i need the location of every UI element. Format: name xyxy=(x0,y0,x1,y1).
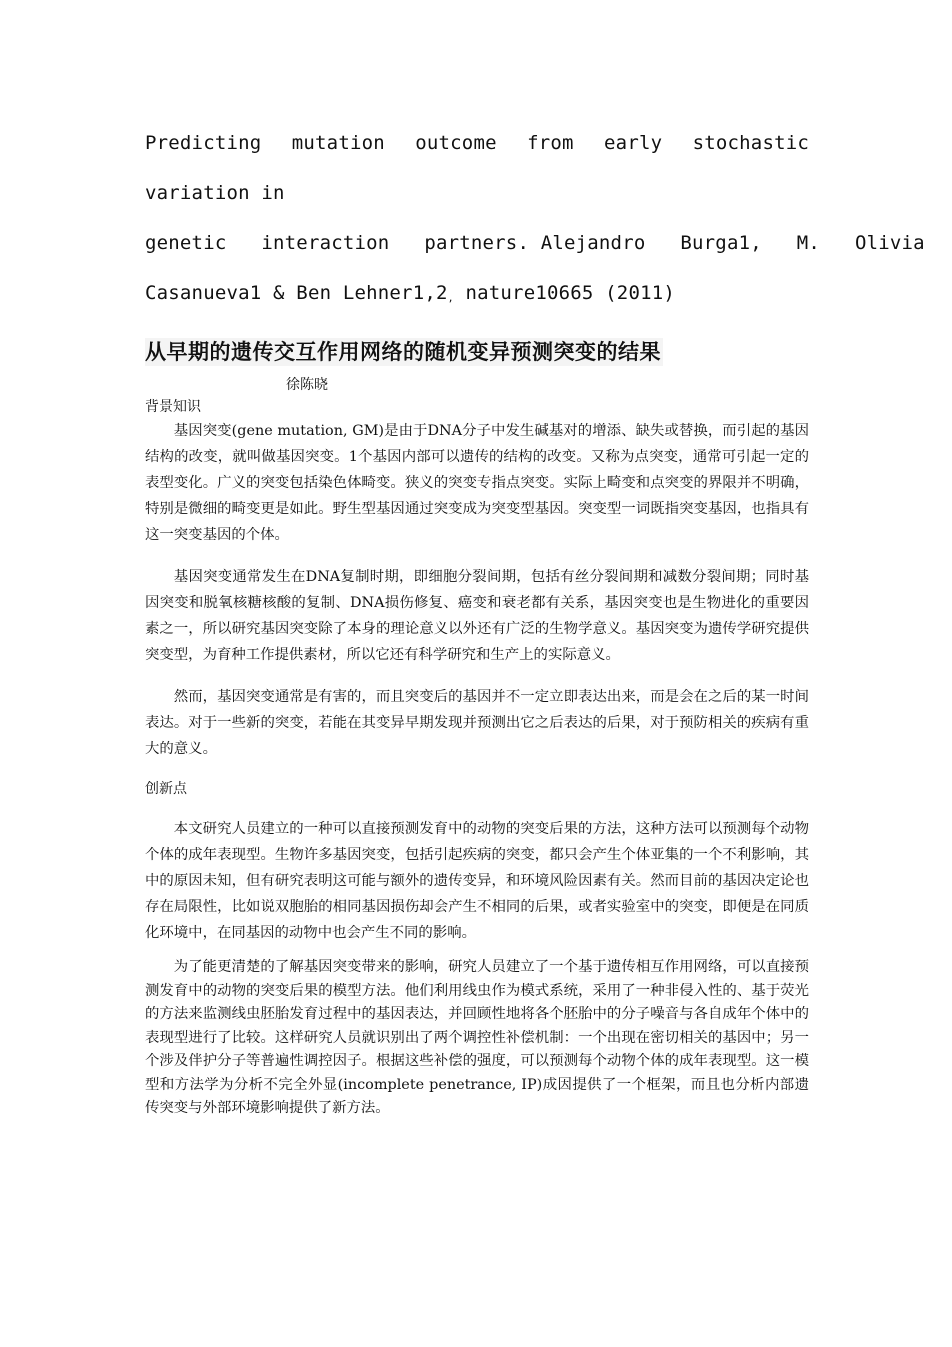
reference-line-1: Predicting mutation outcome from early stochastic variation in xyxy=(145,132,809,204)
author-name: 徐陈晓 xyxy=(286,377,328,393)
page-title: 从早期的遗传交互作用网络的随机变异预测突变的结果 xyxy=(145,340,661,364)
reference-line-3 xyxy=(145,268,809,324)
section-heading-background: 背景知识 xyxy=(145,399,201,415)
reference-authors-end: Casanueva1 & Ben Lehner1,2 xyxy=(145,282,448,304)
paragraph-1: 基因突变(gene mutation, GM)是由于DNA分子中发生碱基对的增添、缺失或替换，而引起的基因结构的改变，就叫做基因突变。1个基因内部可以遗传的结构的改变。又称为点突变，通常可引起一定的表型变化。广义的突变包括染色体畸变。狭义的突变专指点突变。实际上畸变和点突变的界限并不明确，特别是微细的畸变更是如此。野生型基因通过突变成为突变型基因。突变型一词既指突变基因，也指具有这一突变基因的个体。 xyxy=(145,423,809,543)
reference-journal: nature10665 (2011) xyxy=(453,282,675,304)
paragraph-3: 然而，基因突变通常是有害的，而且突变后的基因并不一定立即表达出来，而是会在之后的某一时间表达。对于一些新的突变，若能在其变异早期发现并预测出它之后表达的后果，对于预防相关的疾病有重大的意义。 xyxy=(145,689,809,757)
reference-sub-mark: , xyxy=(447,293,454,304)
reference-line-2: genetic interaction partners. Alejandro Burga1, M. Olivia xyxy=(145,232,925,254)
paragraph-2: 基因突变通常发生在DNA复制时期，即细胞分裂间期，包括有丝分裂间期和减数分裂间期；同时基因突变和脱氧核糖核酸的复制、DNA损伤修复、癌变和衰老都有关系，基因突变也是生物进化的重要因素之一，所以研究基因突变除了本身的理论意义以外还有广泛的生物学意义。基因突变为遗传学研究提供突变型，为育种工作提供素材，所以它还有科学研究和生产上的实际意义。 xyxy=(145,569,809,663)
section-heading-innovation: 创新点 xyxy=(145,781,187,797)
document-page xyxy=(145,118,925,1121)
paragraph-4: 本文研究人员建立的一种可以直接预测发育中的动物的突变后果的方法，这种方法可以预测每个动物个体的成年表现型。生物许多基因突变，包括引起疾病的突变，都只会产生个体亚集的一个不利影响，其中的原因未知，但有研究表明这可能与额外的遗传变异，和环境风险因素有关。然而目前的基因决定论也存在局限性，比如说双胞胎的相同基因损伤却会产生不相同的后果，或者实验室中的突变，即便是在同质化环境中，在同基因的动物中也会产生不同的影响。 xyxy=(145,821,809,941)
paragraph-5: 为了能更清楚的了解基因突变带来的影响，研究人员建立了一个基于遗传相互作用网络，可以直接预测发育中的动物的突变后果的模型方法。他们利用线虫作为模式系统，采用了一种非侵入性的、基于荧光的方法来监测线虫胚胎发育过程中的基因表达，并回顾性地将各个胚胎中的分子噪音与各自成年个体中的表现型进行了比较。这样研究人员就识别出了两个调控性补偿机制：一个出现在密切相关的基因中；另一个涉及伴护分子等普遍性调控因子。根据这些补偿的强度，可以预测每个动物个体的成年表现型。这一模型和方法学为分析不完全外显(incomplete penetrance, IP)成因提供了一个框架，而且也分析内部遗传突变与外部环境影响提供了新方法。 xyxy=(145,959,809,1116)
